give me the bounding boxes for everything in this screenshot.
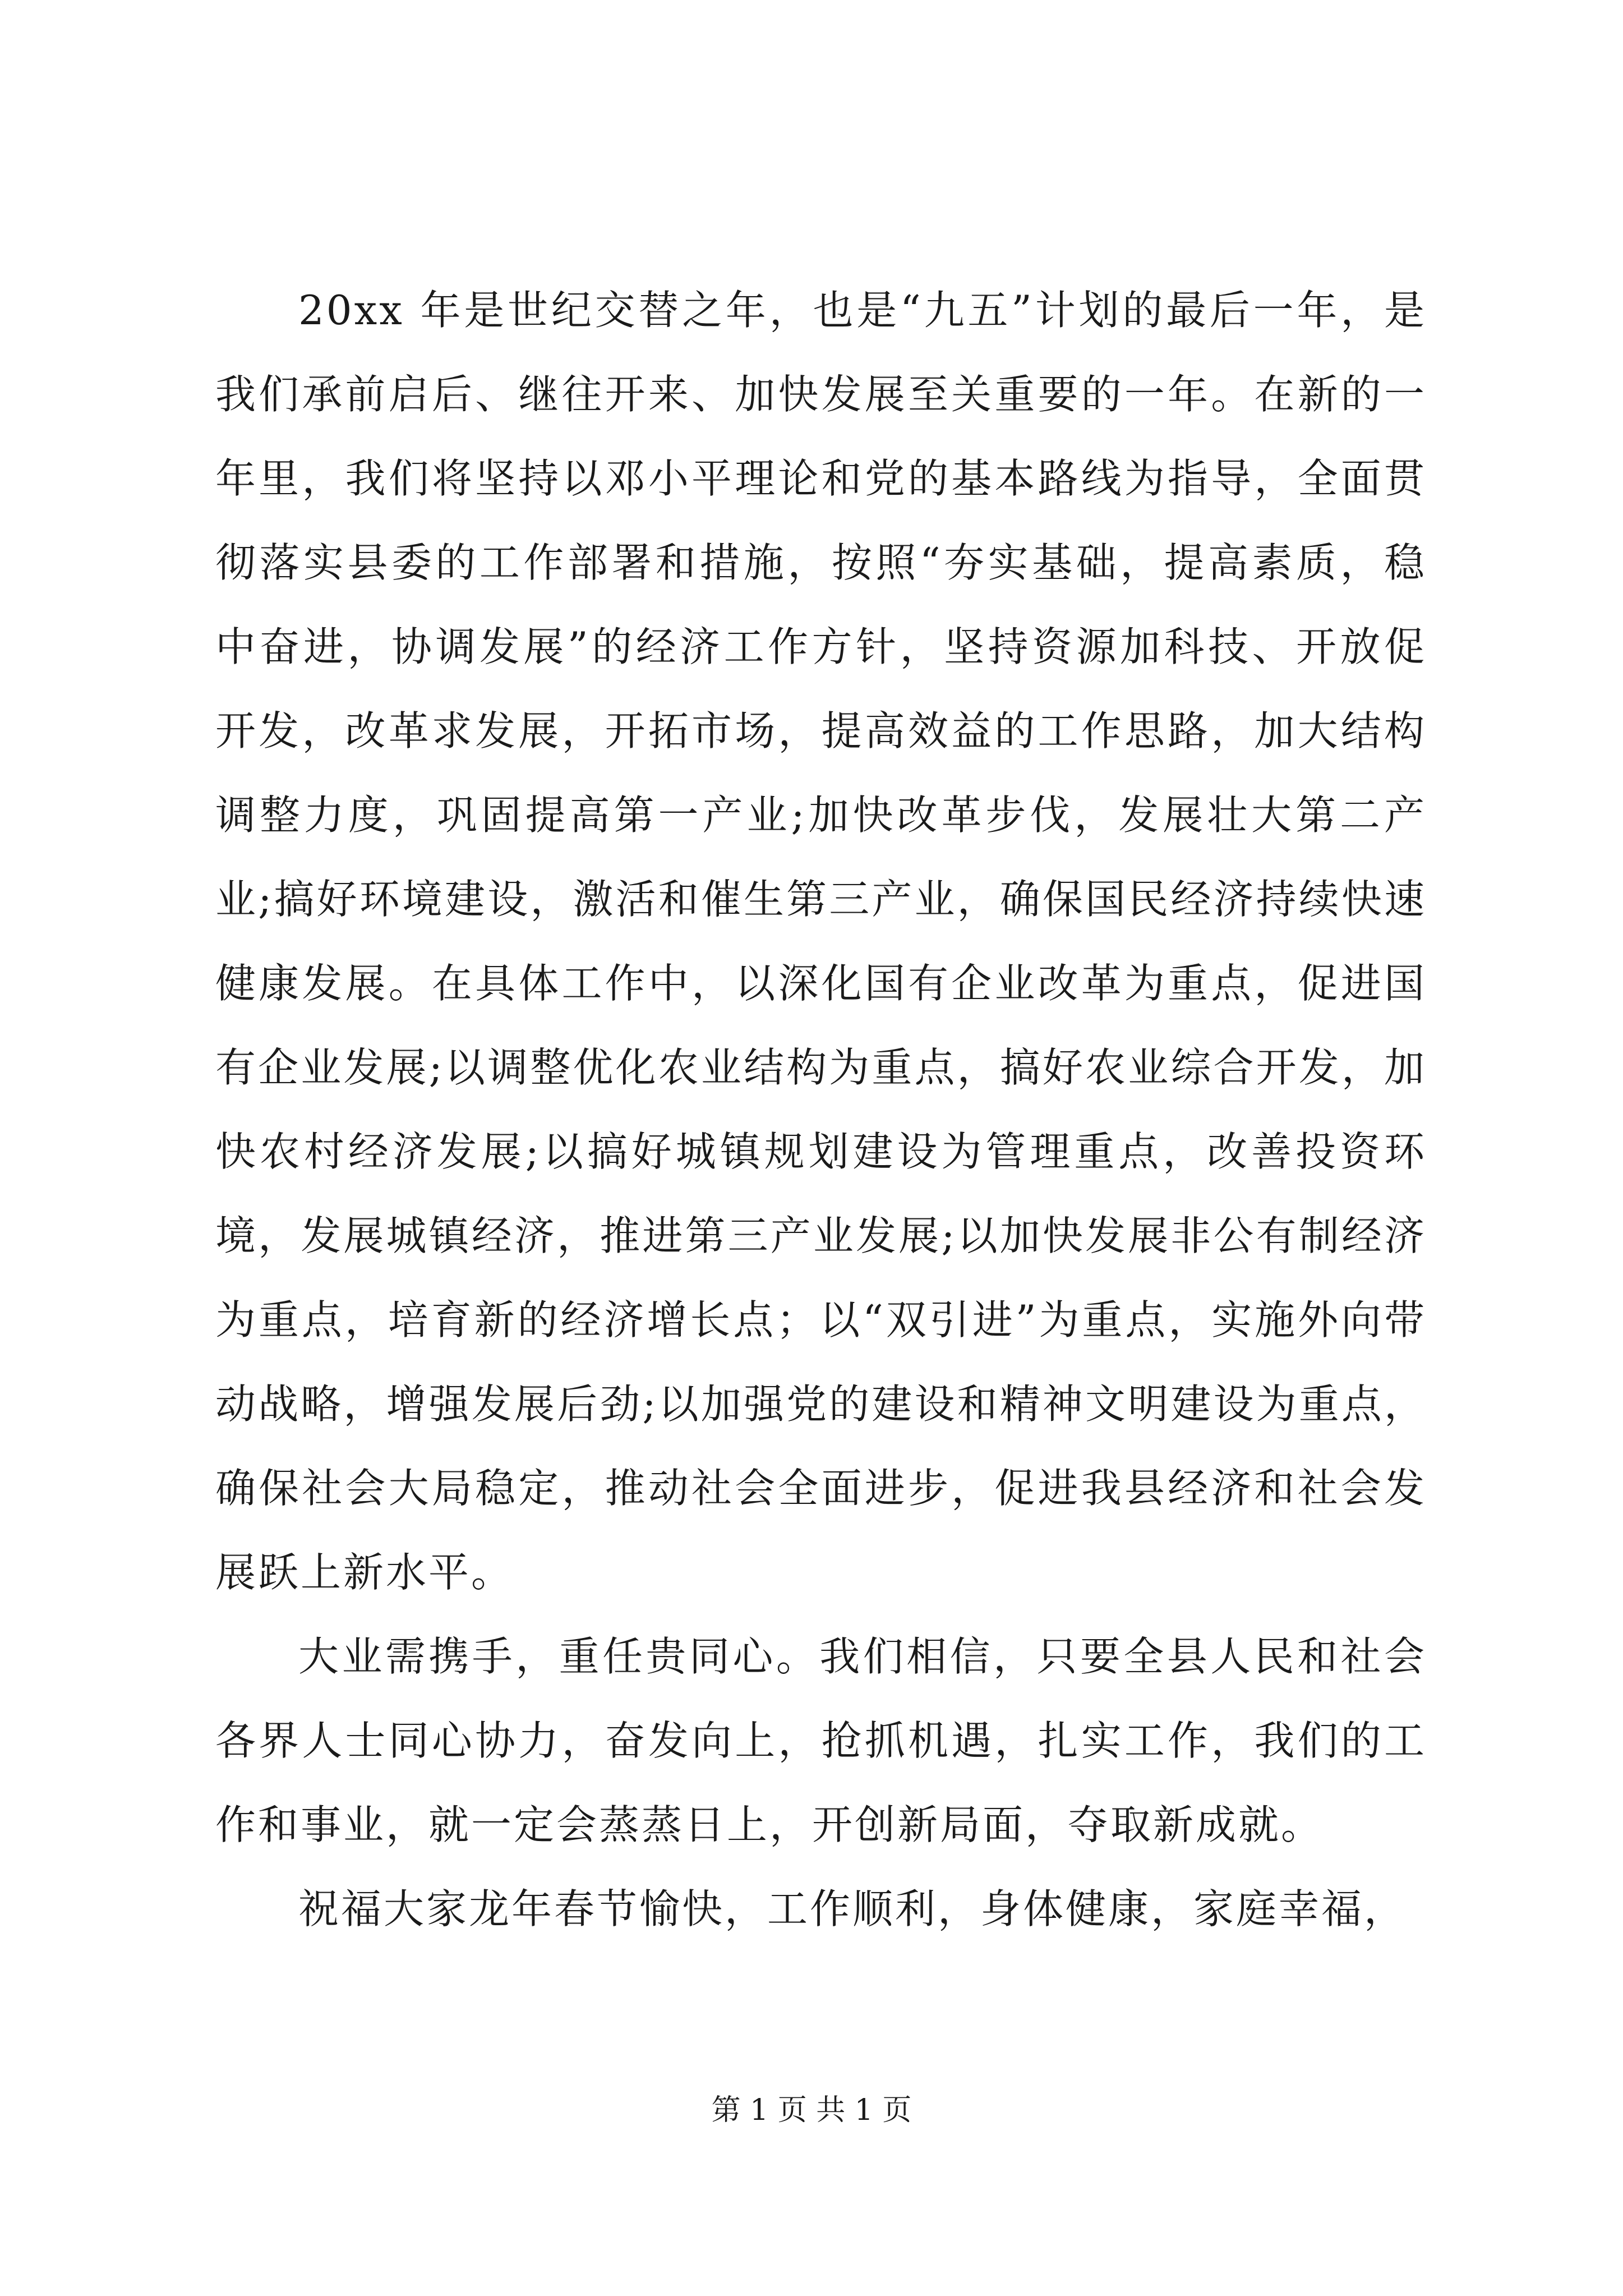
page-footer: 第 1 页 共 1 页	[711, 2093, 912, 2127]
document-body	[215, 268, 1427, 1951]
paragraph-greetings: 祝福大家龙年春节愉快，工作顺利，身体健康，家庭幸福，	[298, 1885, 1407, 1932]
paragraph-development-plan: 20xx 年是世纪交替之年，也是“九五”计划的最后一年，是我们承前启后、继往开来、加快发展至关重要的一年。在新的一年里，我们将坚持以邓小平理论和党的基本路线为指导，全面贯彻落实县委的工作部署和措施，按照“夯实基础，提高素质，稳中奋进，协调发展”的经济工作方针，坚持资源加科技、开放促开发，改革求发展，开拓市场，提高效益的工作思路，加大结构调整力度，巩固提高第一产业;加快改革步伐，发展壮大第二产业;搞好环境建设，激活和催生第三产业，确保国民经济持续快速健康发展。在具体工作中，以深化国有企业改革为重点，促进国有企业发展;以调整优化农业结构为重点，搞好农业综合开发，加快农村经济发展;以搞好城镇规划建设为管理重点，改善投资环境，发展城镇经济，推进第三产业发展;以加快发展非公有制经济为重点，培育新的经济增长点；以“双引进”为重点，实施外向带动战略，增强发展后劲;以加强党的建设和精神文明建设为重点，确保社会大局稳定，推动社会全面进步，促进我县经济和社会发展跃上新水平。	[215, 287, 1427, 1596]
paragraph-solidarity: 大业需携手，重任贵同心。我们相信，只要全县人民和社会各界人士同心协力，奋发向上，抢抓机遇，扎实工作，我们的工作和事业，就一定会蒸蒸日上，开创新局面，夺取新成就。	[215, 1633, 1427, 1848]
